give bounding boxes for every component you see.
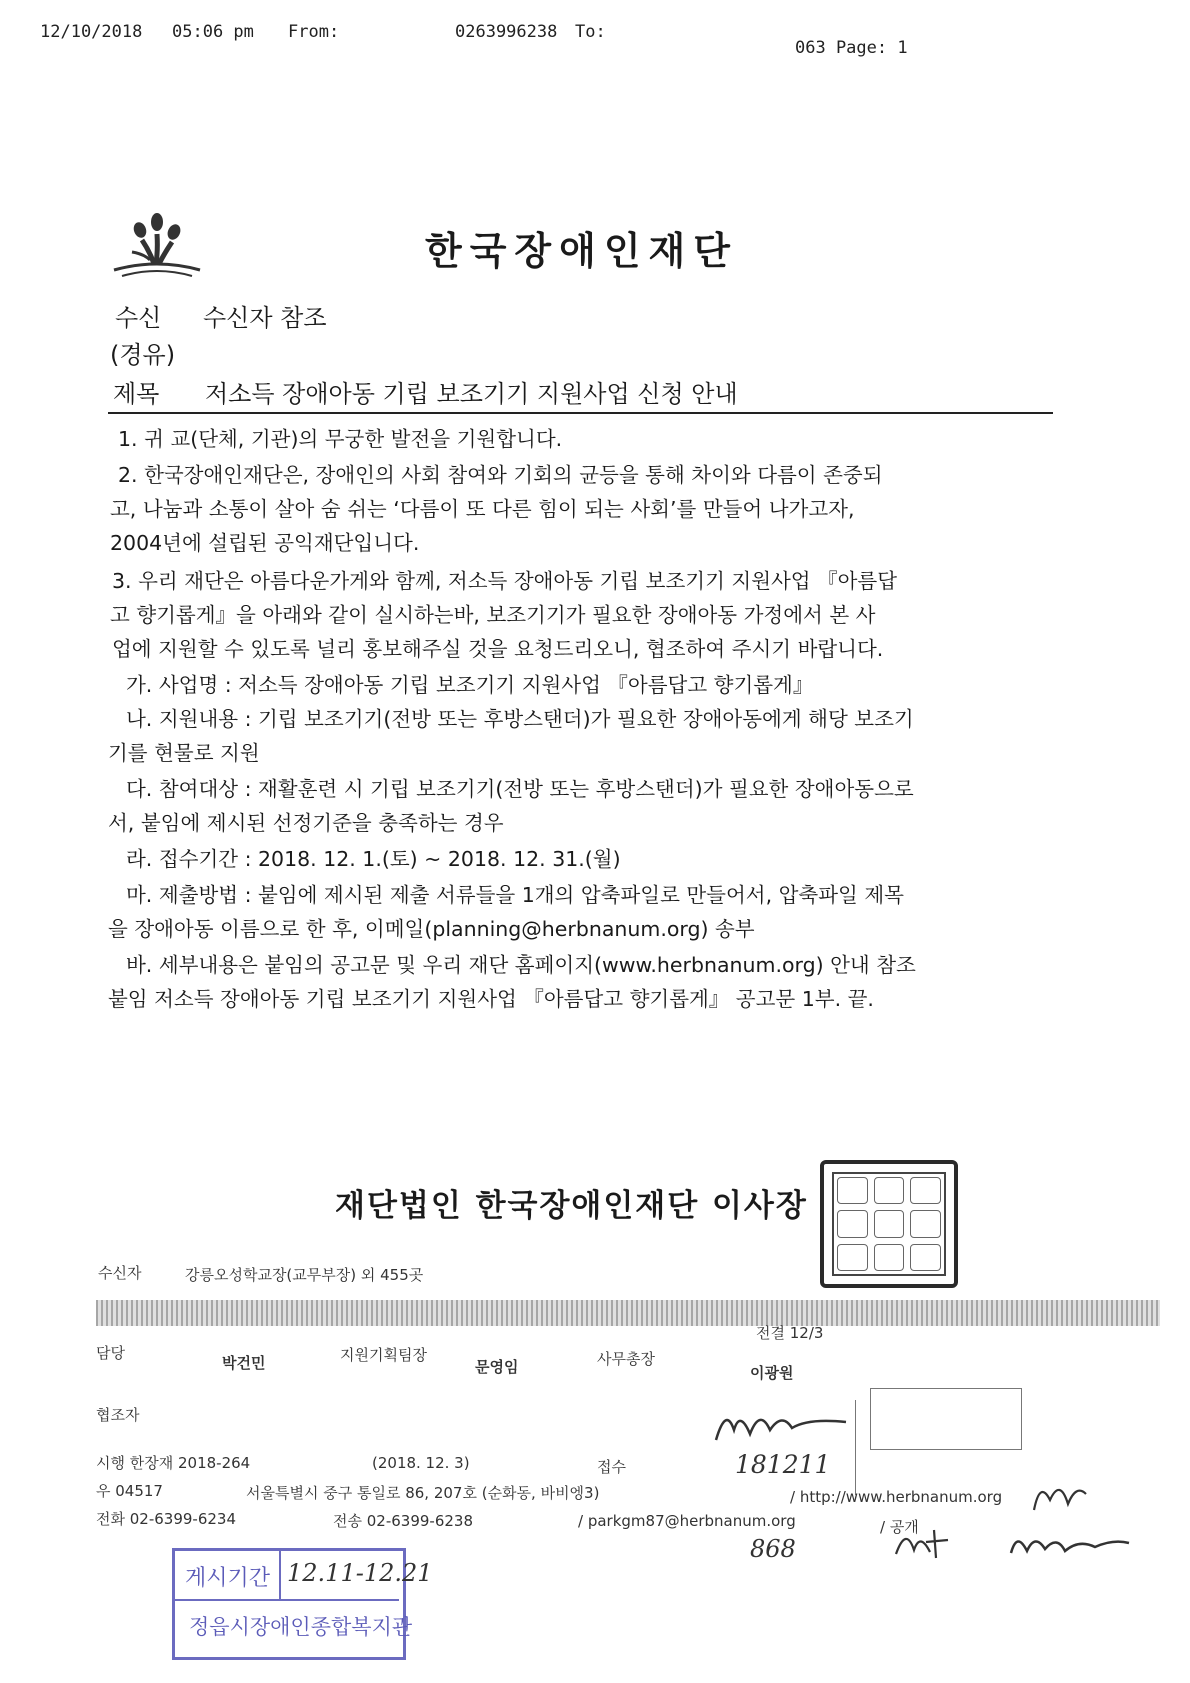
- postal-code: 우 04517: [96, 1482, 163, 1500]
- item-ra: 라. 접수기간 : 2018. 12. 1.(토) ~ 2018. 12. 31.(월): [126, 847, 621, 871]
- paragraph-3-line-3: 업에 지원할 수 있도록 널리 홍보해주실 것을 요청드리오니, 협조하여 주시기 바랍니다.: [112, 637, 884, 661]
- fax-to-label: To:: [575, 22, 606, 42]
- via-label: (경유): [110, 341, 176, 369]
- fax-page: 063 Page: 1: [795, 38, 908, 58]
- fax-time: 05:06 pm: [172, 22, 254, 42]
- website: / http://www.herbnanum.org: [790, 1488, 1003, 1506]
- fax-line: 전송 02-6399-6238: [333, 1512, 474, 1530]
- fax-number: 0263996238: [455, 22, 558, 42]
- team-leader-name: 문영임: [475, 1358, 519, 1376]
- stamp-organization: 정읍시장애인종합복지관: [189, 1615, 413, 1639]
- handwritten-number: 868: [750, 1535, 796, 1563]
- paragraph-2-line-2: 고, 나눔과 소통이 살아 숨 쉬는 ‘다름이 또 다른 힘이 되는 사회’를 만들어 나가고자,: [110, 497, 855, 521]
- org-title: 한국장애인재단: [425, 229, 738, 273]
- official-seal: [820, 1160, 958, 1288]
- stamp-period: 12.11-12.21: [287, 1559, 433, 1587]
- staff-name: 박건민: [222, 1354, 266, 1372]
- posting-period-stamp: [172, 1548, 433, 1660]
- handwritten-initials-icon: [890, 1520, 960, 1565]
- signature-box-divider: [855, 1400, 857, 1495]
- foundation-logo-icon: [112, 210, 202, 285]
- address: 서울특별시 중구 통일로 86, 207호 (순화동, 바비엥3): [246, 1484, 600, 1502]
- item-na-line-1: 나. 지원내용 : 기립 보조기기(전방 또는 후방스탠더)가 필요한 장애아동에게 해당 보조기: [126, 707, 914, 731]
- email: / parkgm87@herbnanum.org: [578, 1512, 796, 1530]
- paragraph-2-line-1: 2. 한국장애인재단은, 장애인의 사회 참여와 기회의 균등을 통해 차이와 다름이 존중되: [118, 463, 883, 487]
- subject-divider: [108, 412, 1053, 414]
- paragraph-1: 1. 귀 교(단체, 기관)의 무궁한 발전을 기원합니다.: [118, 427, 563, 451]
- handwritten-signature-2-icon: [1005, 1525, 1135, 1565]
- team-leader-label: 지원기획팀장: [340, 1346, 427, 1364]
- item-da-line-1: 다. 참여대상 : 재활훈련 시 기립 보조기기(전방 또는 후방스탠더)가 필요한 장애아동으로: [126, 777, 914, 801]
- stamp-label: 게시기간: [185, 1566, 271, 1591]
- item-ba: 바. 세부내용은 붙임의 공고문 및 우리 재단 홈페이지(www.herbnanum.org) 안내 참조: [126, 953, 916, 977]
- signature-box: [870, 1388, 1022, 1450]
- attachment-note: 붙임 저소득 장애아동 기립 보조기기 지원사업 『아름답고 향기롭게』 공고문 1부. 끝.: [108, 987, 874, 1011]
- subject-value: 저소득 장애아동 기립 보조기기 지원사업 신청 안내: [205, 380, 738, 408]
- issuer-name: 재단법인 한국장애인재단 이사장: [335, 1188, 808, 1224]
- item-ma-line-2: 을 장애아동 이름으로 한 후, 이메일(planning@herbnanum.org) 송부: [108, 917, 755, 941]
- paragraph-2-line-3: 2004년에 설립된 공익재단입니다.: [110, 531, 420, 555]
- staff-label: 담당: [96, 1344, 125, 1362]
- secretary-label: 사무총장: [597, 1350, 655, 1368]
- recipients-label: 수신자: [98, 1264, 142, 1282]
- handwritten-mark-icon: [1030, 1470, 1090, 1520]
- execution-date: (2018. 12. 3): [372, 1454, 470, 1472]
- paragraph-3-line-1: 3. 우리 재단은 아름다운가게와 함께, 저소득 장애아동 기립 보조기기 지원사업 『아름답: [112, 569, 898, 593]
- recipient-value: 수신자 참조: [203, 304, 327, 332]
- recipients-value: 강릉오성학교장(교무부장) 외 455곳: [185, 1266, 424, 1284]
- fax-date: 12/10/2018: [40, 22, 143, 42]
- receipt-label: 접수: [597, 1458, 626, 1476]
- phone-number: 전화 02-6399-6234: [96, 1510, 237, 1528]
- handwritten-signature-1-icon: [712, 1400, 852, 1450]
- paragraph-3-line-2: 고 향기롭게』을 아래와 같이 실시하는바, 보조기기가 필요한 장애아동 가정에서 본 사: [110, 603, 876, 627]
- fax-noise-band: [96, 1300, 1160, 1326]
- approval-note: 전결 12/3: [756, 1324, 824, 1342]
- item-ga: 가. 사업명 : 저소득 장애아동 기립 보조기기 지원사업 『아름답고 향기롭게』: [126, 673, 814, 697]
- disclosure-label: / 공개: [880, 1518, 919, 1536]
- item-ma-line-1: 마. 제출방법 : 붙임에 제시된 제출 서류들을 1개의 압축파일로 만들어서, 압축파일 제목: [126, 883, 904, 907]
- subject-label: 제목: [113, 380, 160, 408]
- handwritten-received-date: 181211: [735, 1450, 831, 1479]
- cooperator-label: 협조자: [96, 1406, 140, 1424]
- execution-number: 시행 한장재 2018-264: [96, 1454, 251, 1472]
- item-na-line-2: 기를 현물로 지원: [108, 741, 260, 765]
- recipient-label: 수신: [115, 304, 162, 332]
- item-da-line-2: 서, 붙임에 제시된 선정기준을 충족하는 경우: [108, 811, 504, 835]
- fax-from-label: From:: [288, 22, 340, 42]
- secretary-name: 이광원: [750, 1364, 794, 1382]
